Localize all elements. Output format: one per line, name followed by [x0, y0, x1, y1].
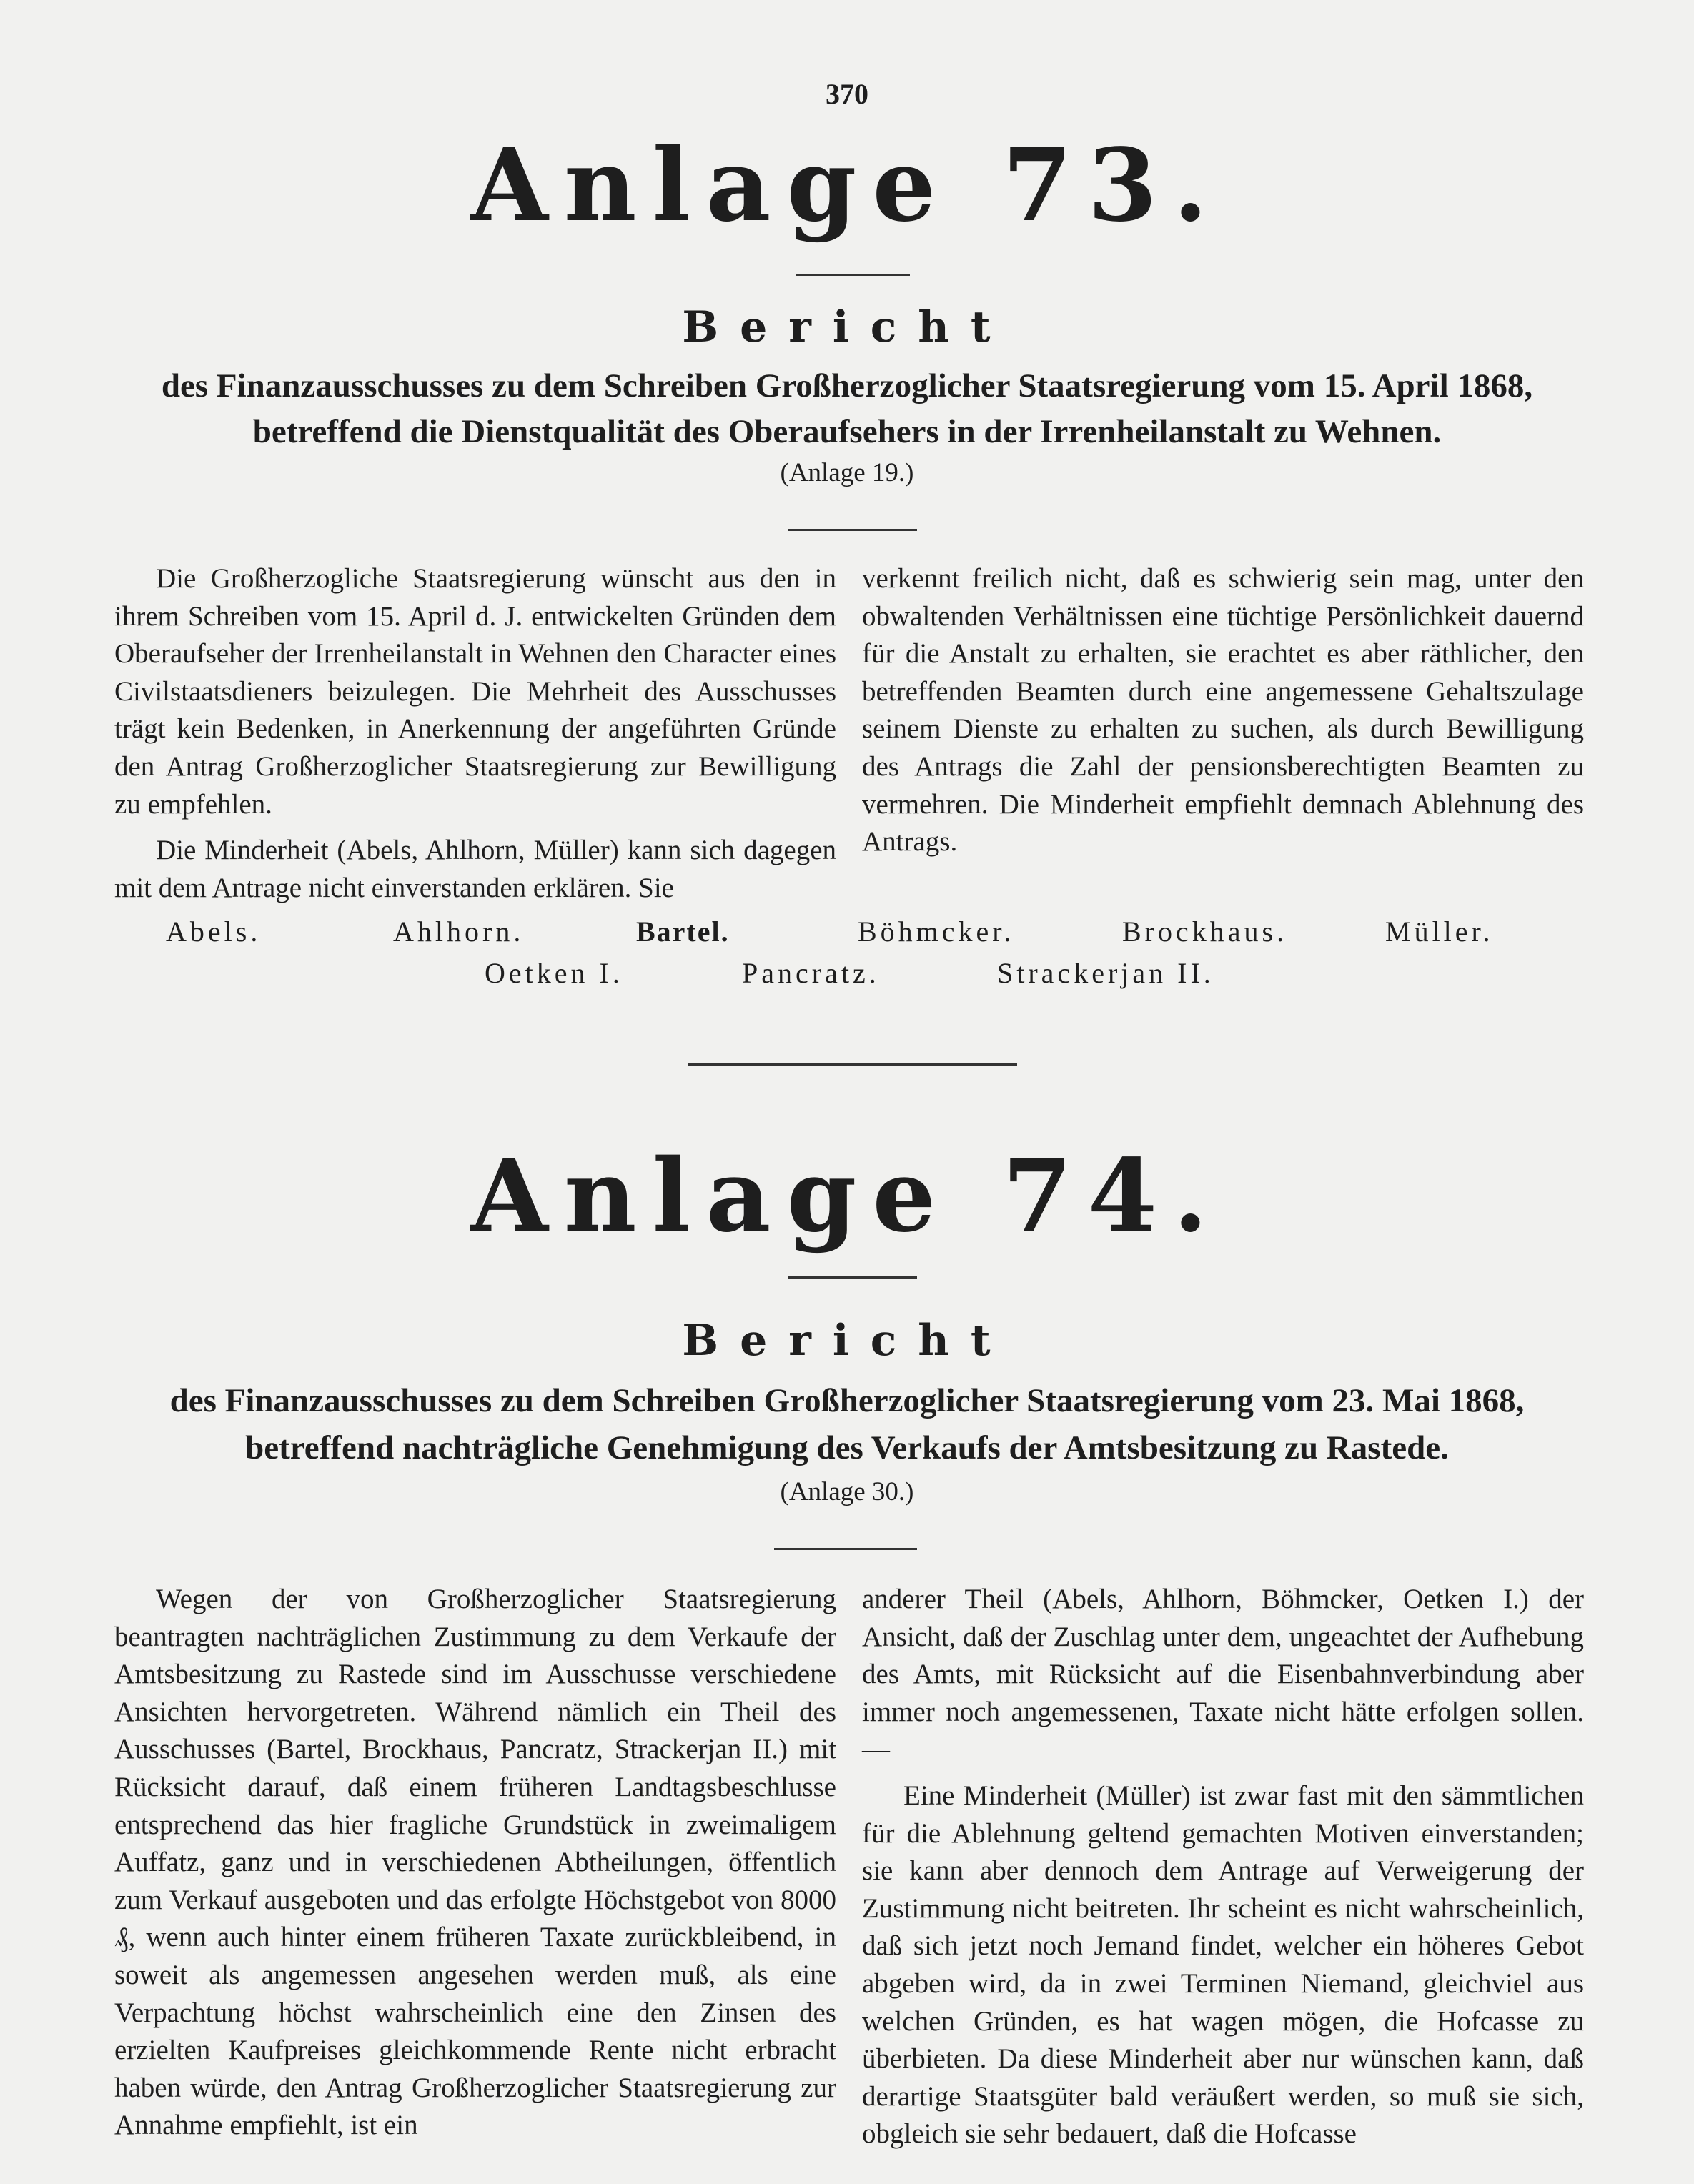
anlage-74-title: Anlage 74.: [470, 1138, 1224, 1255]
anlage-73-heading: Bericht: [682, 302, 1012, 352]
anlage-74-left-column: [114, 1581, 836, 2145]
paragraph: anderer Theil (Abels, Ahlhorn, Böhmcker, Oetken I.) der Ansicht, daß der Zuschlag unter dem, ungeachtet der Aufhebung des Amts, mit Rücksicht auf die Eisenbahnverbindung aber immer noch angemessenen, Taxate nicht hätte erfolgen sollen. —: [862, 1584, 1584, 1765]
paragraph: Wegen der von Großherzoglicher Staatsregierung beantragten nachträglichen Zustimmung zu dem Verkaufe der Amtsbesitzung zu Rastede sind im Ausschusse verschiedene Ansichten hervorgetreten. Während nämlich ein Theil des Ausschusses (Bartel, Brockhaus, Pancratz, Strackerjan II.) mit Rücksicht darauf, daß einem früheren Landtagsbeschlusse entsprechend das hier fragliche Grundstück in zweimaligem Auffatz, ganz und in verschiedenen Abtheilungen, öffentlich zum Verkauf ausgeboten und das erfolgte Höchstgebot von 8000 ₰, wenn auch hinter einem früheren Taxate zurückbleibend, in soweit als angemessen angesehen werden muß, als eine Verpachtung höchst wahrscheinlich eine den Zinsen des erzielten Kaufpreises gleichkommende Rente nicht erbracht haben würde, den Antrag Großherzoglicher Staatsregierung zur Annahme empfiehlt, ist ein: [114, 1584, 836, 2141]
divider: [788, 529, 917, 531]
signature: Strackerjan II.: [997, 957, 1214, 989]
paragraph: Die Großherzogliche Staatsregierung wünscht aus den in ihrem Schreiben vom 15. April d. J. entwickelten Gründen dem Oberaufseher der Irrenheilanstalt in Wehnen den Character eines Civilstaatsdieners beizulegen. Die Mehrheit des Ausschusses trägt kein Bedenken, in Anerkennung der angeführten Gründe den Antrag Großherzoglicher Staatsregierung zur Bewilligung zu empfehlen.: [114, 563, 836, 820]
signature: Böhmcker.: [858, 915, 1015, 948]
paragraph: Die Minderheit (Abels, Ahlhorn, Müller) kann sich dagegen mit dem Antrage nicht einverstanden erklären. Sie: [114, 835, 836, 903]
anlage-73-subtitle-line2: betreffend die Dienstqualität des Oberaufsehers in der Irrenheilanstalt zu Wehnen.: [252, 413, 1442, 450]
anlage-73-title: Anlage 73.: [470, 127, 1224, 244]
anlage-73-subtitle-line1: des Finanzausschusses zu dem Schreiben Großherzoglicher Staatsregierung vom 15. April 1868,: [161, 367, 1533, 404]
anlage-74-subtitle-line1: des Finanzausschusses zu dem Schreiben Großherzoglicher Staatsregierung vom 23. Mai 1868,: [169, 1382, 1525, 1419]
anlage-74-subtitle-line2: betreffend nachträgliche Genehmigung des Verkaufs der Amtsbesitzung zu Rastede.: [245, 1429, 1449, 1466]
anlage-74-heading: Bericht: [682, 1316, 1012, 1366]
signature: Brockhaus.: [1122, 915, 1288, 948]
anlage-73-reference: (Anlage 19.): [780, 458, 914, 487]
signature: Pancratz.: [742, 957, 880, 989]
anlage-73-right-column: [862, 560, 1584, 861]
anlage-74-reference: (Anlage 30.): [780, 1477, 914, 1507]
signature: Müller.: [1385, 915, 1494, 948]
signature: Ahlhorn.: [393, 915, 525, 948]
signature: Abels.: [166, 915, 262, 948]
signature: Bartel.: [636, 915, 730, 948]
paragraph: verkennt freilich nicht, daß es schwierig sein mag, unter den obwaltenden Verhältnissen eine tüchtige Persönlichkeit dauernd für die Anstalt zu erhalten, sie erachtet es aber räthlicher, den betreffenden Beamten durch eine angemessene Gehaltszulage seinem Dienste zu erhalten zu suchen, als durch Bewilligung des Antrags die Zahl der pensionsberechtigten Beamten zu vermehren. Die Minderheit empfiehlt demnach Ablehnung des Antrags.: [862, 563, 1584, 858]
section-divider: [688, 1063, 1017, 1066]
anlage-74-right-column: [862, 1581, 1584, 2153]
page-number: 370: [826, 78, 868, 110]
anlage-73-left-column: [114, 560, 836, 907]
divider: [796, 274, 910, 276]
divider: [774, 1548, 917, 1550]
paragraph: Eine Minderheit (Müller) ist zwar fast mit den sämmtlichen für die Ablehnung geltend gemachten Motiven einverstanden; sie kann aber dennoch dem Antrage auf Verweigerung der Zustimmung nicht beitreten. Ihr scheint es nicht wahrscheinlich, daß sich jetzt noch Jemand findet, welcher ein höheres Gebot abgeben wird, da in zwei Terminen Niemand, gleichviel aus welchen Gründen, es hat wagen mögen, die Hofcasse zu überbieten. Da diese Minderheit aber nur wünschen kann, daß derartige Staatsgüter bald veräußert werden, so muß sie sich, obgleich sie sehr bedauert, daß die Hofcasse: [862, 1780, 1584, 2150]
signature: Oetken I.: [485, 957, 623, 989]
divider: [788, 1276, 917, 1279]
